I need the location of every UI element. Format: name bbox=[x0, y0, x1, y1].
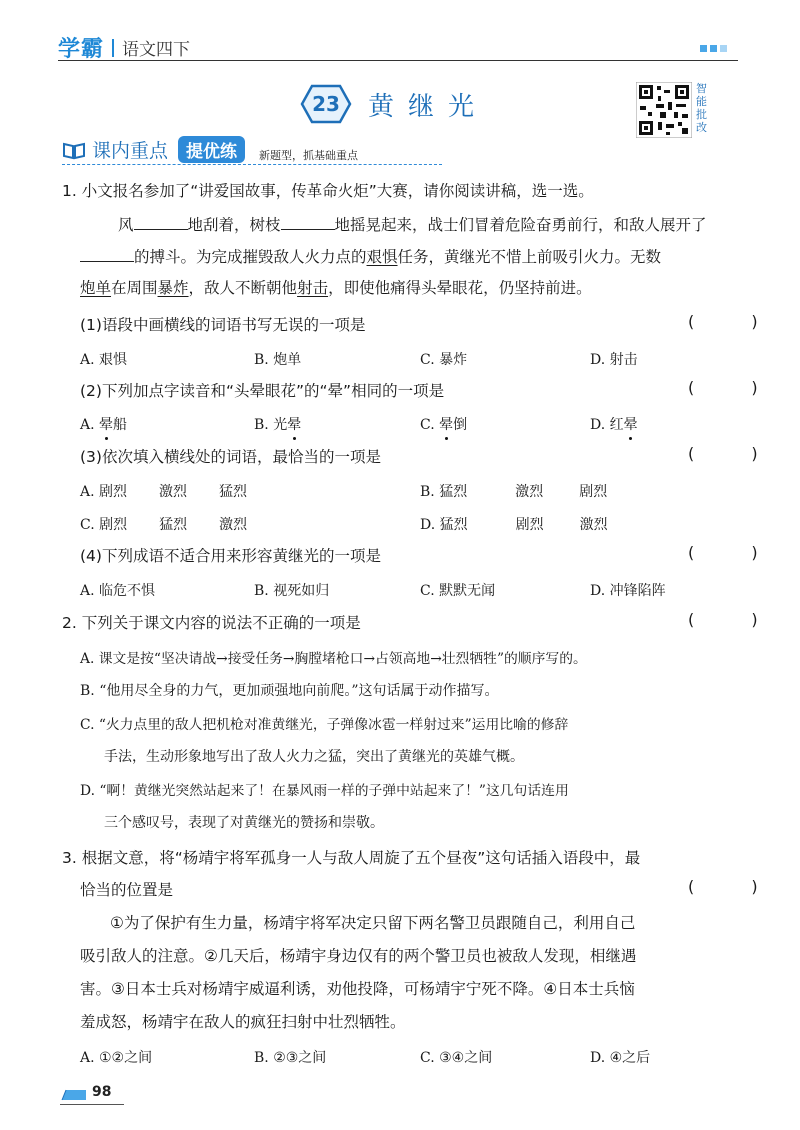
q2-option-b[interactable]: B. “他用尽全身的力气，更加顽强地向前爬。”这句话属于动作描写。 bbox=[80, 683, 499, 699]
subject-label: 语文四下 bbox=[122, 40, 191, 60]
blank-1[interactable] bbox=[134, 213, 188, 230]
q1-passage-line-3: 炮单在周围暴炸，敌人不断朝他射击，即使他痛得头晕眼花，仍坚持前进。 bbox=[80, 279, 592, 297]
section-header bbox=[62, 136, 358, 163]
book-icon bbox=[62, 140, 86, 160]
q2-option-d-line-1[interactable]: D. “啊！黄继光突然站起来了！在暴风雨一样的子弹中站起来了！”这几句话连用 bbox=[80, 783, 569, 799]
blank-3[interactable] bbox=[80, 245, 134, 262]
q3-option-d[interactable]: D. ④之后 bbox=[590, 1050, 651, 1066]
q3-option-a[interactable]: A. ①②之间 bbox=[80, 1050, 153, 1066]
q1-sub3-question: (3)依次填入横线处的词语，最恰当的一项是 bbox=[80, 448, 381, 466]
answer-paren[interactable]: ( ) bbox=[688, 877, 784, 896]
brand-separator bbox=[112, 39, 114, 57]
q1-sub4-option-a[interactable]: A. 临危不惧 bbox=[80, 583, 156, 599]
q1-sub1-question: (1)语段中画横线的词语书写无误的一项是 bbox=[80, 316, 366, 334]
qr-code-icon[interactable] bbox=[636, 82, 692, 138]
page-number: 98 bbox=[92, 1084, 112, 1100]
q1-sub3-option-a[interactable]: A. 剧烈 激烈 猛烈 bbox=[80, 484, 248, 500]
q3-passage-line-4: 羞成怒，杨靖宇在敌人的疯狂扫射中壮烈牺牲。 bbox=[80, 1013, 406, 1031]
q1-sub3-option-d[interactable]: D. 猛烈 剧烈 激烈 bbox=[420, 517, 608, 533]
q3-option-b[interactable]: B. ②③之间 bbox=[254, 1050, 327, 1066]
q2-option-c-line-1[interactable]: C. “火力点里的敌人把机枪对准黄继光，子弹像冰雹一样射过来”运用比喻的修辞 bbox=[80, 717, 569, 733]
q1-sub4-option-b[interactable]: B. 视死如归 bbox=[254, 583, 330, 599]
q3-passage-line-2: 吸引敌人的注意。②几天后，杨靖宇身边仅有的两个警卫员也被敌人发现，相继遇 bbox=[80, 947, 637, 965]
brand-bar bbox=[58, 32, 190, 63]
q1-sub3-option-c[interactable]: C. 剧烈 猛烈 激烈 bbox=[80, 517, 248, 533]
q1-sub2-option-a[interactable]: A. 晕船 bbox=[80, 417, 128, 433]
header-divider bbox=[58, 60, 738, 61]
q1-passage-line-1: 风 地刮着，树枝 地摇晃起来，战士们冒着危险奋勇前行，和敌人展开了 bbox=[118, 213, 707, 236]
answer-paren[interactable]: ( ) bbox=[688, 312, 784, 331]
footer-line bbox=[60, 1104, 124, 1105]
section-title: 课内重点 bbox=[92, 140, 169, 162]
q1-stem: 1. 小文报名参加了“讲爱国故事，传革命火炬”大赛，请你阅读讲稿，选一选。 bbox=[62, 182, 594, 200]
section-tag: 提优练 bbox=[178, 136, 245, 163]
q1-passage-line-2: 的搏斗。为完成摧毁敌人火力点的艰惧任务，黄继光不惜上前吸引火力。无数 bbox=[80, 245, 661, 268]
qr-label: 智能批改 bbox=[696, 82, 707, 134]
q3-stem-line-2: 恰当的位置是 bbox=[80, 881, 174, 899]
header-decoration bbox=[700, 45, 727, 52]
q1-sub4-option-c[interactable]: C. 默默无闻 bbox=[420, 583, 496, 599]
q1-sub2-option-b[interactable]: B. 光晕 bbox=[254, 417, 302, 433]
answer-paren[interactable]: ( ) bbox=[688, 444, 784, 463]
q2-stem: 2. 下列关于课文内容的说法不正确的一项是 bbox=[62, 614, 361, 632]
q1-sub1-option-d[interactable]: D. 射击 bbox=[590, 352, 638, 368]
blank-2[interactable] bbox=[281, 213, 335, 230]
q2-option-c-line-2: 手法，生动形象地写出了敌人火力之猛，突出了黄继光的英雄气概。 bbox=[104, 749, 524, 765]
q1-sub4-option-d[interactable]: D. 冲锋陷阵 bbox=[590, 583, 666, 599]
answer-paren[interactable]: ( ) bbox=[688, 378, 784, 397]
q1-sub2-option-c[interactable]: C. 晕倒 bbox=[420, 417, 468, 433]
q1-sub1-option-b[interactable]: B. 炮单 bbox=[254, 352, 302, 368]
q1-sub1-option-a[interactable]: A. 艰惧 bbox=[80, 352, 128, 368]
lesson-number: 23 bbox=[312, 92, 340, 116]
pencil-icon bbox=[60, 1088, 90, 1102]
brand-logo: 学霸 bbox=[58, 37, 105, 62]
answer-paren[interactable]: ( ) bbox=[688, 543, 784, 562]
lesson-number-badge bbox=[300, 84, 352, 124]
q3-stem-line-1: 3. 根据文意，将“杨靖宇将军孤身一人与敌人周旋了五个昼夜”这句话插入语段中，最 bbox=[62, 849, 641, 867]
lesson-title bbox=[300, 84, 488, 124]
q1-sub4-question: (4)下列成语不适合用来形容黄继光的一项是 bbox=[80, 547, 381, 565]
q1-sub2-option-d[interactable]: D. 红晕 bbox=[590, 417, 638, 433]
q2-option-a[interactable]: A. 课文是按“坚决请战→接受任务→胸膛堵枪口→占领高地→壮烈牺牲”的顺序写的。 bbox=[80, 651, 587, 667]
answer-paren[interactable]: ( ) bbox=[688, 610, 784, 629]
q1-sub1-option-c[interactable]: C. 暴炸 bbox=[420, 352, 468, 368]
q1-sub3-option-b[interactable]: B. 猛烈 激烈 剧烈 bbox=[420, 484, 608, 500]
section-note: 新题型，抓基础重点 bbox=[259, 148, 359, 162]
q3-passage-line-3: 害。③日本士兵对杨靖宇威逼利诱，劝他投降，可杨靖宇宁死不降。④日本士兵恼 bbox=[80, 980, 635, 998]
section-underline bbox=[62, 164, 442, 165]
lesson-title-text: 黄继光 bbox=[368, 91, 489, 122]
q3-option-c[interactable]: C. ③④之间 bbox=[420, 1050, 493, 1066]
q2-option-d-line-2: 三个感叹号，表现了对黄继光的赞扬和崇敬。 bbox=[104, 815, 384, 831]
q3-passage-line-1: ①为了保护有生力量，杨靖宇将军决定只留下两名警卫员跟随自己，利用自己 bbox=[110, 914, 636, 932]
q1-sub2-question: (2)下列加点字读音和“头晕眼花”的“晕”相同的一项是 bbox=[80, 382, 445, 400]
